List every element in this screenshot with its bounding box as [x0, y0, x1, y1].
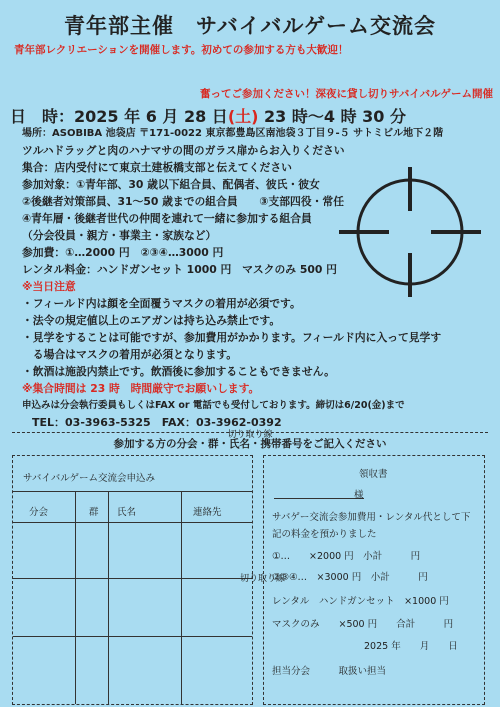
- date-time: 23 時〜4 時 30 分: [264, 107, 406, 126]
- venue: 場所：ASOBIBA 池袋店 〒171-0022 東京都豊島区南池袋３丁目９-５ サトミビル地下２階: [22, 128, 444, 139]
- cut-label-middle: 切り取り線: [240, 574, 286, 584]
- receipt-name-suffix: 様: [354, 490, 364, 501]
- receipt-row-4: マスクのみ ×500 円 合計 円: [272, 619, 454, 630]
- caution-heading: ※当日注意: [22, 280, 76, 293]
- rule-airgun: ・法令の規定値以上のエアガンは持ち込み禁止です。: [22, 314, 281, 327]
- receipt-line-1: サバゲー交流会参加費用・レンタル代として下: [272, 512, 471, 523]
- date-label: 日 時：: [10, 107, 75, 126]
- receipt-row-3: レンタル ハンドガンセット ×1000 円: [272, 596, 449, 607]
- receipt-line-2: 記の料金を預かりました: [272, 529, 377, 540]
- receipt-row-2: ②③④… ×3000 円 小計 円: [272, 572, 428, 583]
- fee: 参加費：①…2000 円 ②③④…3000 円: [22, 246, 224, 259]
- event-date: [10, 104, 406, 127]
- date-day: (土): [227, 107, 259, 126]
- fax-number: FAX：03-3962-0392: [161, 416, 282, 429]
- page-title: 青年部主催 サバイバルゲーム交流会: [64, 14, 436, 38]
- form-title: サバイバルゲーム交流会申込み: [23, 473, 156, 484]
- receipt-footer: 担当分会 取扱い担当: [272, 666, 387, 677]
- meeting-point: 集合：店内受付にて東京土建板橋支部と伝えてください: [22, 161, 292, 174]
- rules-block: [22, 295, 441, 431]
- target-4: （分会役員・親方・事業主・家族など）: [22, 229, 217, 242]
- rule-watch: ・見学をすることは可能ですが、参加費用がかかります。フィールド内に入って見学す: [22, 331, 442, 344]
- tel-number: TEL：03-3963-5325: [32, 416, 151, 429]
- target-3: ④青年層・後継者世代の仲間を連れて一緒に参加する組合員: [22, 212, 312, 225]
- rule-mask: ・フィールド内は顔を全面覆うマスクの着用が必須です。: [22, 297, 301, 310]
- rental: レンタル料金：ハンドガンセット 1000 円 マスクのみ 500 円: [22, 263, 337, 276]
- receipt-title: 領収書: [359, 469, 388, 480]
- apply-note: 申込みは分会執行委員もしくはFAX or 電話でも受付しております。締切は6/20(金)まで: [22, 400, 405, 411]
- col-contact: 連絡先: [193, 507, 222, 518]
- subtitle: 青年部レクリエーションを開催します。初めての参加する方も大歓迎！: [14, 44, 349, 56]
- col-bunkai: 分会: [29, 507, 49, 518]
- receipt: [263, 455, 485, 705]
- application-form: [12, 455, 253, 705]
- col-name: 氏名: [117, 507, 137, 518]
- receipt-row-1: ①… ×2000 円 小計 円: [272, 551, 421, 562]
- form-row-1[interactable]: [13, 523, 252, 578]
- callout-banner: 奮ってご参加ください！深夜に貸し切りサバイバルゲーム開催: [200, 88, 493, 100]
- rule-time: ※集合時間は 23 時 時間厳守でお願いします。: [22, 382, 260, 395]
- venue-directions: ツルハドラッグと肉のハナマサの間のガラス扉からお入りください: [22, 144, 345, 157]
- target-2: ②後継者対策部員、31〜50 歳までの組合員 ③支部四役・常任: [22, 195, 345, 208]
- crosshair-icon: [335, 165, 485, 300]
- form-row-2[interactable]: [13, 579, 252, 636]
- instruction: 参加する方の分会・群・氏名・携帯番号をご記入ください: [113, 438, 387, 450]
- rule-watch-2: る場合はマスクの着用が必須となります。: [22, 348, 238, 361]
- receipt-date: 2025 年 月 日: [364, 641, 458, 652]
- form-row-3[interactable]: [13, 637, 252, 704]
- rule-alcohol: ・飲酒は施設内禁止です。飲酒後に参加することもできません。: [22, 365, 335, 378]
- target-1: 参加対象：①青年部、30 歳以下組合員、配偶者、彼氏・彼女: [22, 178, 320, 191]
- cut-label-top: 切り取り線: [227, 430, 273, 440]
- date-value: 2025 年 6 月 28 日: [74, 107, 228, 126]
- col-gun: 群: [89, 507, 99, 518]
